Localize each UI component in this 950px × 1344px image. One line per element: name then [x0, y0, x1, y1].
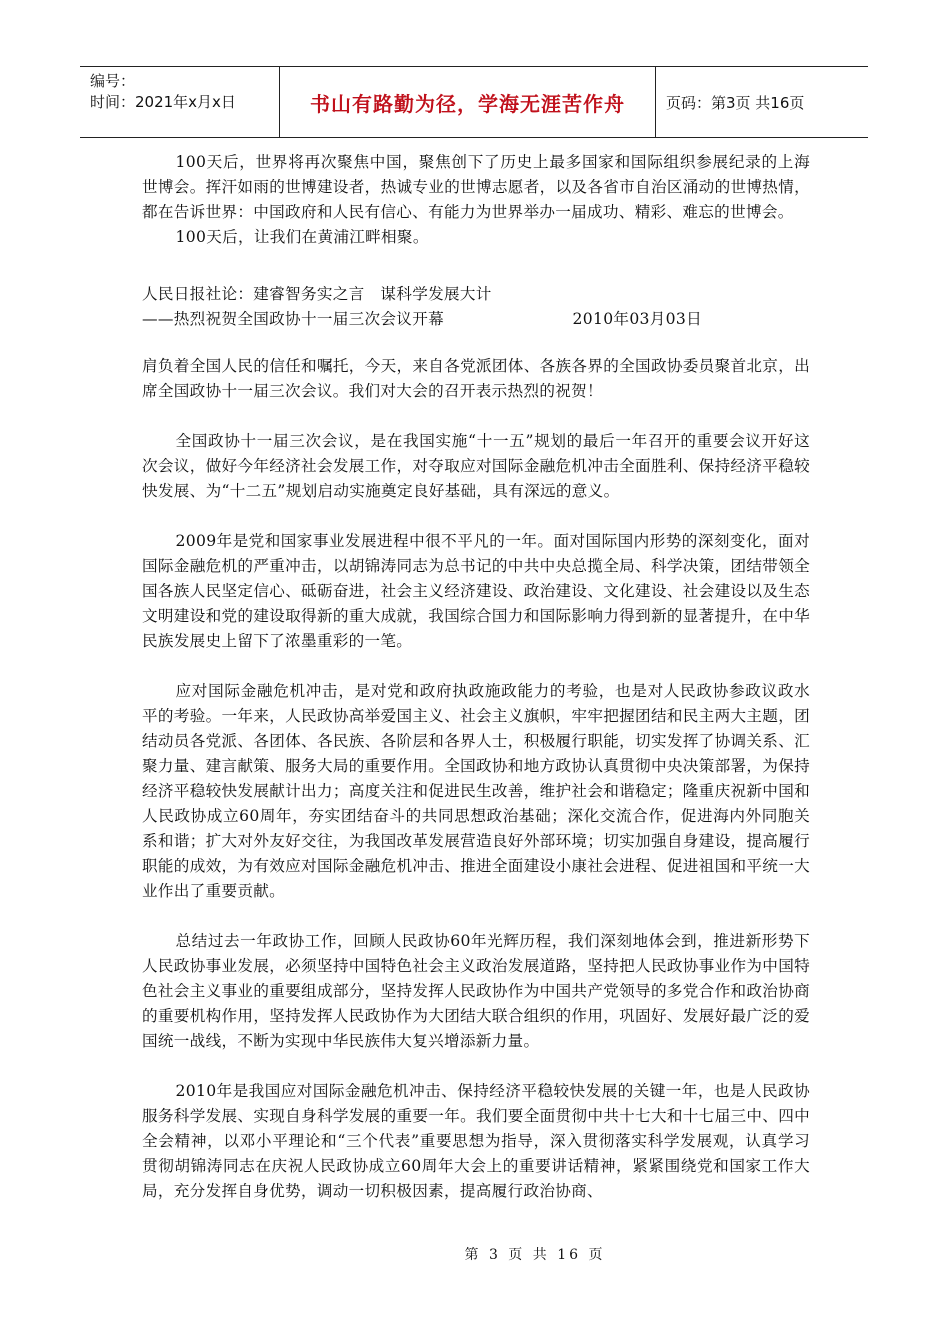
editorial-date: 2010年03月03日 [572, 310, 702, 328]
paragraph-session-significance: 全国政协十一届三次会议，是在我国实施“十一五”规划的最后一年召开的重要会议开好这次会议，做好今年经济社会发展工作，对夺取应对国际金融危机冲击全面胜利、保持经济平稳较快发展、为“十二五”规划启动实施奠定良好基础，具有深远的意义。 [142, 432, 810, 500]
header-motto: 书山有路勤为径，学海无涯苦作舟 [280, 67, 656, 137]
article-body [142, 150, 810, 1204]
paragraph-opening: 肩负着全国人民的信任和嘱托，今天，来自各党派团体、各族各界的全国政协委员聚首北京，出席全国政协十一届三次会议。我们对大会的召开表示热烈的祝贺！ [142, 357, 810, 400]
header-page-info: 页码：第3页 共16页 [666, 93, 805, 112]
editorial-subtitle: ——热烈祝贺全国政协十一届三次会议开幕 [142, 310, 444, 328]
paragraph-expo: 100天后，世界将再次聚焦中国，聚焦创下了历史上最多国家和国际组织参展纪录的上海世博会。挥汗如雨的世博建设者，热诚专业的世博志愿者，以及各省市自治区涌动的世博热情，都在告诉世界：中国政府和人民有信心、有能力为世界举办一届成功、精彩、难忘的世博会。 [142, 153, 810, 221]
paragraph-summary: 总结过去一年政协工作，回顾人民政协60年光辉历程，我们深刻地体会到，推进新形势下人民政协事业发展，必须坚持中国特色社会主义政治发展道路，坚持把人民政协事业作为中国特色社会主义事业的重要组成部分，坚持发挥人民政协作为中国共产党领导的多党合作和政治协商的重要机构作用，坚持发挥人民政协作为大团结大联合组织的作用，巩固好、发展好最广泛的爱国统一战线，不断为实现中华民族伟大复兴增添新力量。 [142, 932, 810, 1050]
page-header [80, 66, 868, 138]
document-number-label: 编号： [90, 72, 136, 90]
header-meta [80, 67, 280, 137]
paragraph-2009-review: 2009年是党和国家事业发展进程中很不平凡的一年。面对国际国内形势的深刻变化，面对国际金融危机的严重冲击，以胡锦涛同志为总书记的中共中央总揽全局、科学决策，团结带领全国各族人民坚定信心、砥砺奋进，社会主义经济建设、政治建设、文化建设、社会建设以及生态文明建设和党的建设取得新的重大成就，我国综合国力和国际影响力得到新的显著提升，在中华民族发展史上留下了浓墨重彩的一笔。 [142, 532, 810, 650]
paragraph-expo-closing: 100天后，让我们在黄浦江畔相聚。 [175, 228, 429, 246]
document-time-label: 时间：2021年x月x日 [90, 93, 236, 111]
editorial-title: 人民日报社论：建睿智务实之言 谋科学发展大计 [142, 285, 492, 303]
page-footer: 第 3 页 共 16 页 [464, 1247, 606, 1263]
editorial-subtitle-line [142, 307, 702, 332]
paragraph-cppcc-work: 应对国际金融危机冲击，是对党和政府执政施政能力的考验，也是对人民政协参政议政水平的考验。一年来，人民政协高举爱国主义、社会主义旗帜，牢牢把握团结和民主两大主题，团结动员各党派、各团体、各民族、各阶层和各界人士，积极履行职能，切实发挥了协调关系、汇聚力量、建言献策、服务大局的重要作用。全国政协和地方政协认真贯彻中央决策部署，为保持经济平稳较快发展献计出力；高度关注和促进民生改善，维护社会和谐稳定；隆重庆祝新中国和人民政协成立60周年，夯实团结奋斗的共同思想政治基础；深化交流合作，促进海内外同胞关系和谐；扩大对外友好交往，为我国改革发展营造良好外部环境；切实加强自身建设，提高履行职能的成效，为有效应对国际金融危机冲击、推进全面建设小康社会进程、促进祖国和平统一大业作出了重要贡献。 [142, 682, 810, 900]
paragraph-2010-outlook: 2010年是我国应对国际金融危机冲击、保持经济平稳较快发展的关键一年，也是人民政协服务科学发展、实现自身科学发展的重要一年。我们要全面贯彻中共十七大和十七届三中、四中全会精神，以邓小平理论和“三个代表”重要思想为指导，深入贯彻落实科学发展观，认真学习贯彻胡锦涛同志在庆祝人民政协成立60周年大会上的重要讲话精神，紧紧围绕党和国家工作大局，充分发挥自身优势，调动一切积极因素，提高履行政治协商、 [142, 1082, 810, 1200]
